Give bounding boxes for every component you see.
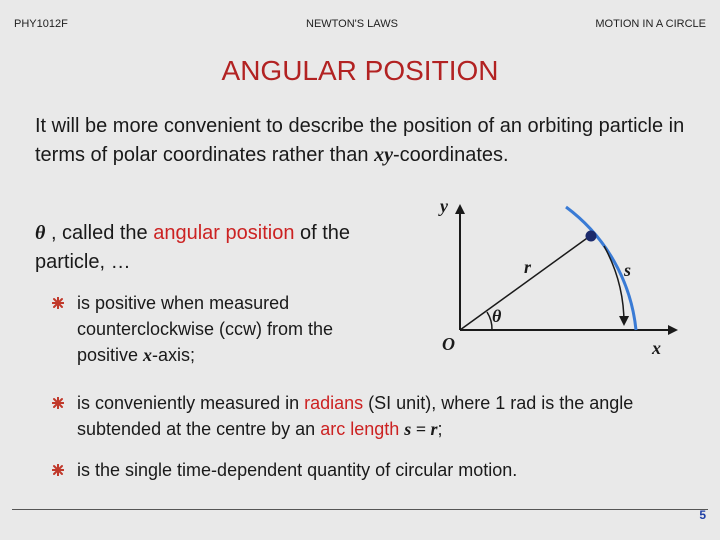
bullet-text: is the single time-dependent quantity of circular motion. [77, 460, 518, 480]
bullet-2-text-1: is conveniently measured in [77, 393, 305, 413]
intro-text-2: -coordinates. [392, 144, 509, 166]
arc-length-term: arc length [320, 419, 400, 439]
arc-length-arrow [604, 246, 624, 324]
theta-text-1: , called the [45, 222, 154, 244]
intro-xy: xy [374, 144, 393, 166]
slide-title: ANGULAR POSITION [221, 55, 499, 86]
footer-divider [12, 509, 708, 510]
header-course-code: PHY1012F [14, 18, 68, 30]
theta-label: θ [492, 306, 502, 326]
bullet-2-text-4: ; [437, 419, 443, 439]
y-axis-label: y [440, 196, 448, 216]
x-axis-label: x [652, 338, 661, 358]
theta-symbol: θ [35, 222, 46, 244]
theta-text-2: of the particle, … [35, 222, 351, 273]
radius-line [460, 236, 590, 330]
page-number: 5 [699, 508, 706, 522]
bullet-1-x: x [143, 345, 153, 365]
radius-label: r [524, 257, 532, 277]
arc-length-formula: s = r [404, 419, 438, 439]
bullet-1-text-2: -axis; [152, 345, 196, 365]
header-section: MOTION IN A CIRCLE [595, 18, 706, 30]
bullet-1-text-1: is positive when measured counterclockwise (ccw) from the positive [77, 293, 334, 365]
radians-term: radians [304, 393, 364, 413]
particle [586, 231, 597, 242]
bullet-2-text-2: (SI unit), where 1 rad is the angle subtended at the centre by an [77, 393, 634, 439]
arc-length-label: s [624, 260, 632, 280]
angular-position-term: angular position [153, 222, 295, 244]
intro-text-1: It will be more convenient to describe the position of an orbiting particle in terms of polar coordinates rather than [35, 115, 685, 166]
origin-label: O [442, 334, 455, 354]
header-topic: NEWTON'S LAWS [306, 18, 398, 30]
